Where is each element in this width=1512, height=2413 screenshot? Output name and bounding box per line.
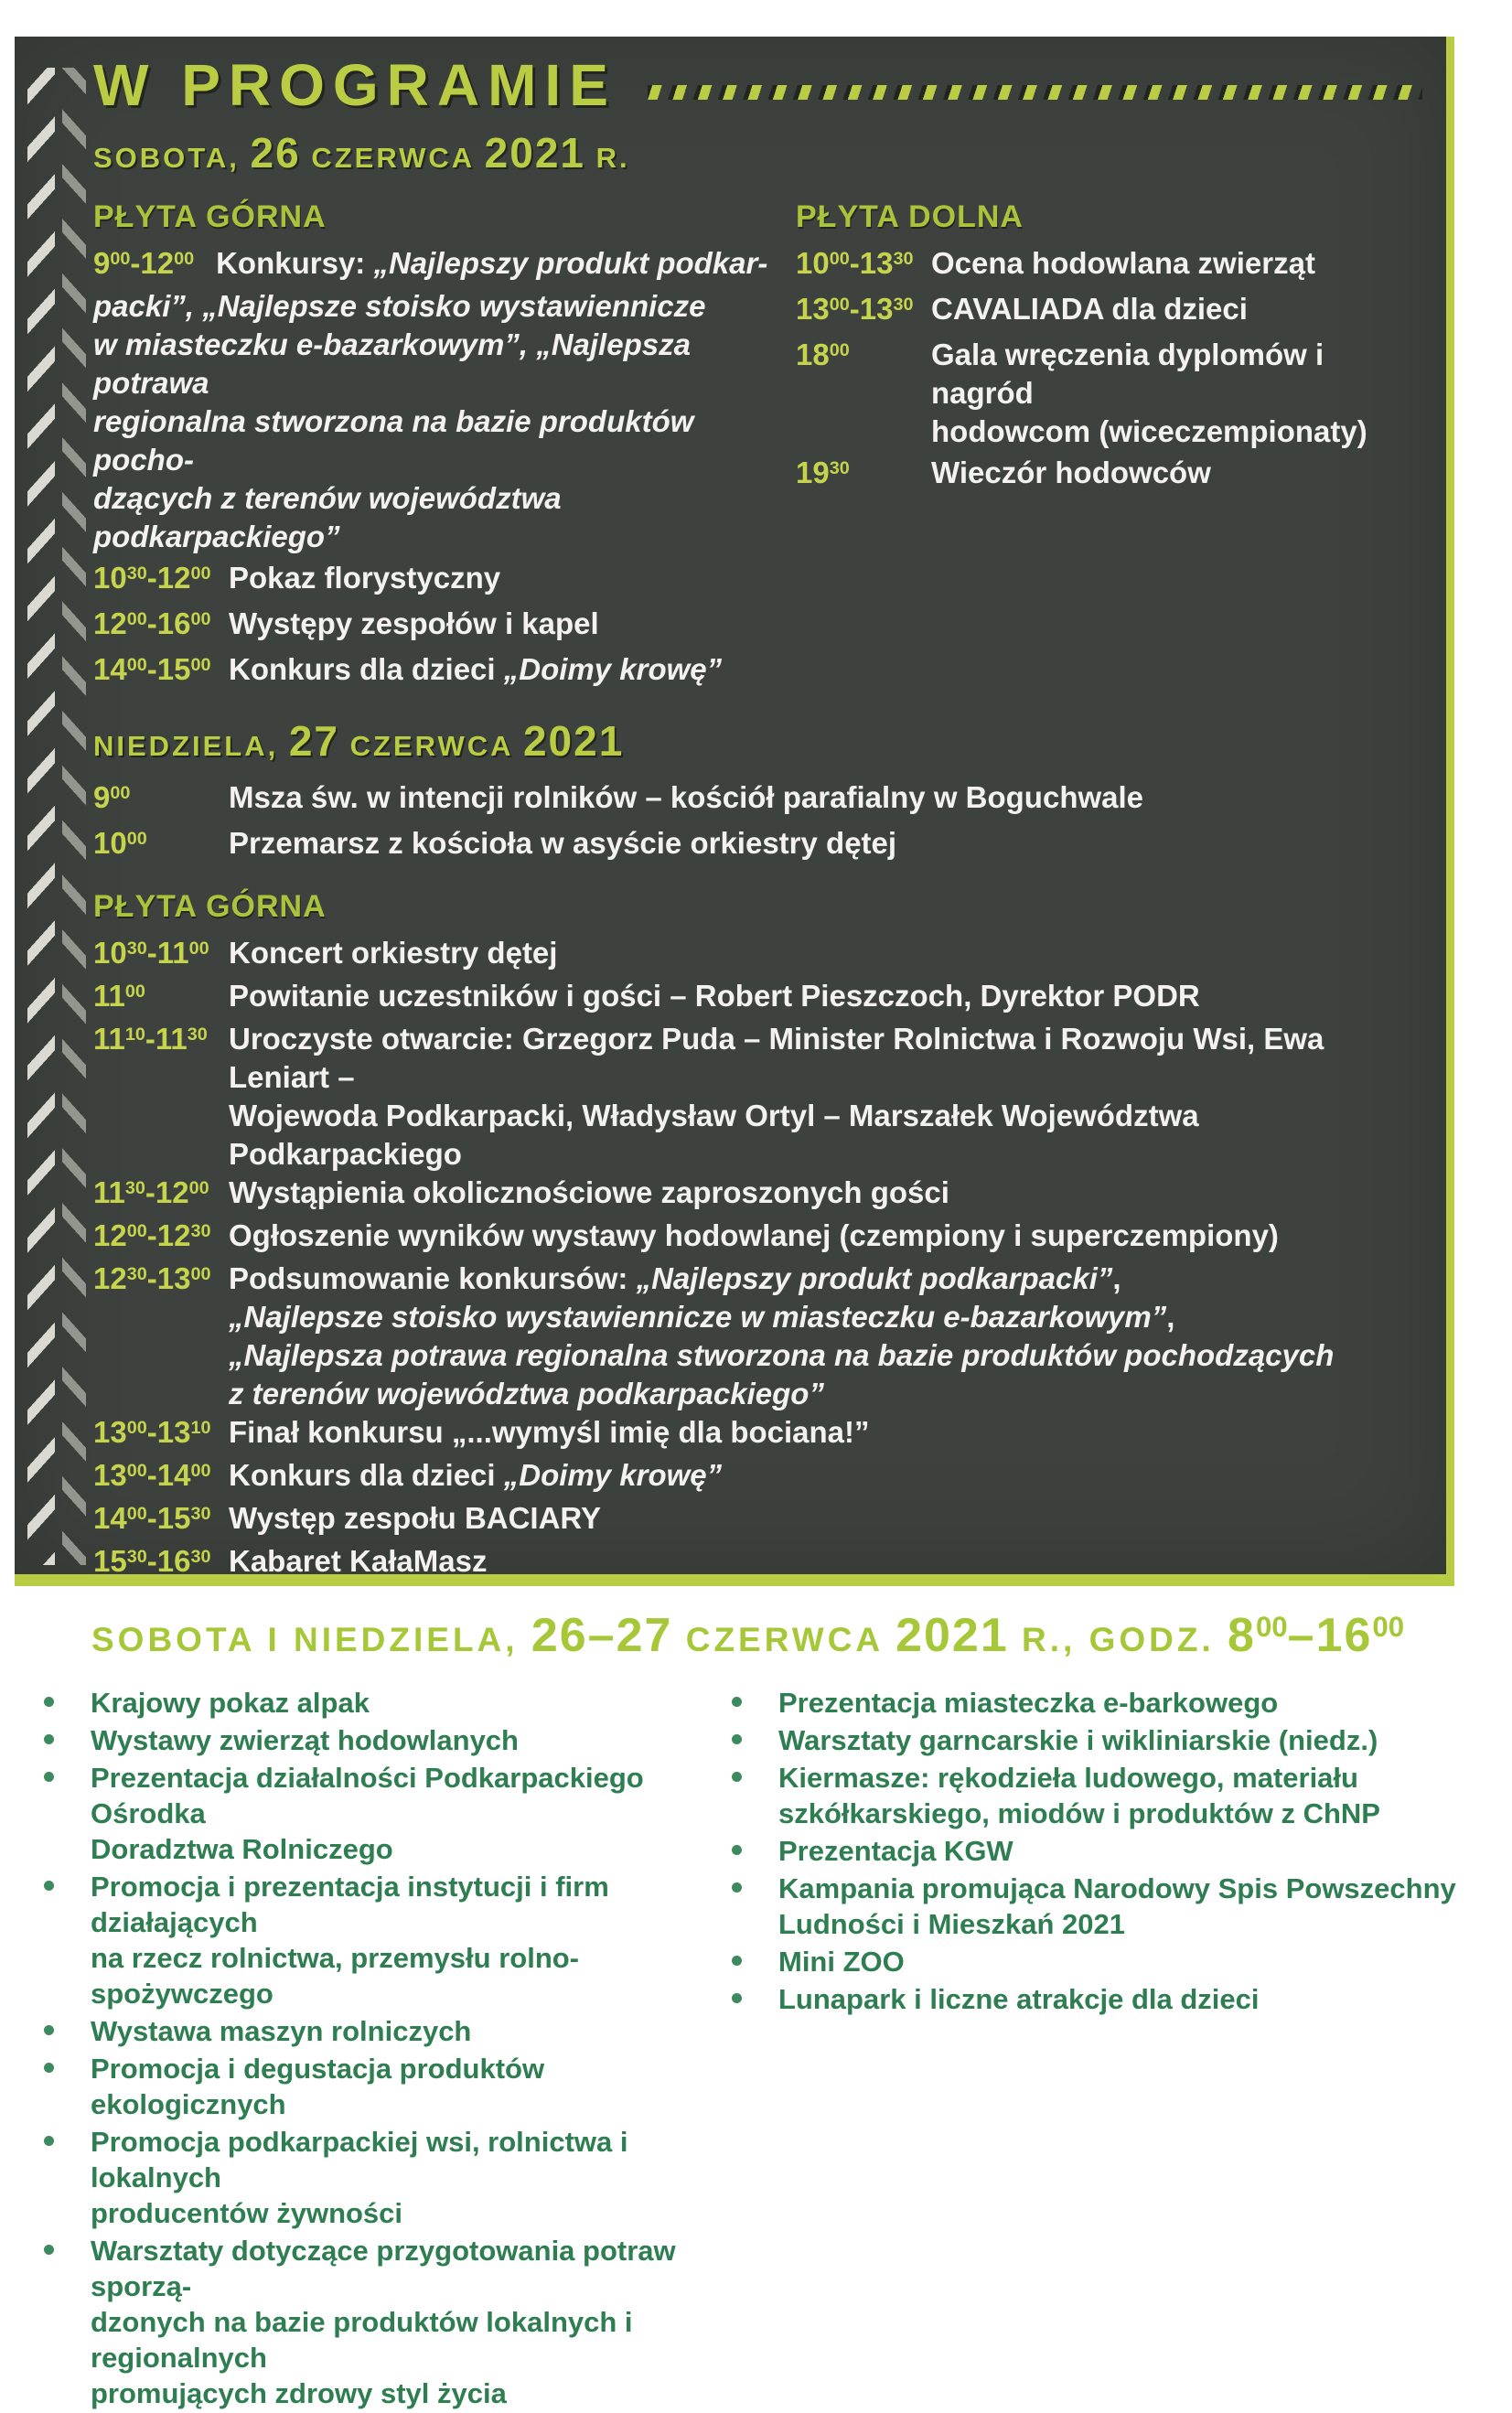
list-item xyxy=(732,1722,1512,1758)
date-part: 2021 xyxy=(895,1609,1009,1662)
attractions-list-left xyxy=(44,1685,732,2413)
time-range: $12^{30}-13^{00}$ xyxy=(93,1261,211,1295)
schedule-row xyxy=(93,650,796,693)
event-text: Przemarsz z kościoła w asyście orkiestry dętej xyxy=(229,826,897,860)
sunday-date-heading xyxy=(93,716,1422,766)
list-item xyxy=(732,1981,1512,2017)
list-item-text: Prezentacja działalności Podkarpackiego Ośrodka Doradztwa Rolniczego xyxy=(91,1762,644,1865)
list-item-text: Lunapark i liczne atrakcje dla dzieci xyxy=(778,1983,1260,2015)
date-part: R. xyxy=(585,142,630,174)
list-item xyxy=(44,1869,732,2011)
attractions-list-right xyxy=(732,1685,1512,2413)
event-text: CAVALIADA dla dzieci xyxy=(931,292,1248,326)
date-part: 26–27 xyxy=(531,1609,673,1662)
event-text: Wieczór hodowców xyxy=(931,456,1211,489)
bullet-icon xyxy=(732,1772,742,1782)
list-item xyxy=(44,2233,732,2411)
schedule-row xyxy=(93,1413,1422,1456)
bullet-icon xyxy=(732,1993,742,2003)
event-text: Występy zespołów i kapel xyxy=(229,606,599,640)
event-text: Ogłoszenie wyników wystawy hodowlanej (czempiony i superczempiony) xyxy=(229,1218,1279,1252)
time-range: $9^{00}-12^{00}$ xyxy=(93,246,195,280)
event-text: Msza św. w intencji rolników – kościół parafialny w Boguchwale xyxy=(229,780,1144,814)
attractions-columns xyxy=(44,1685,1512,2413)
schedule-row xyxy=(93,824,1422,867)
date-part: NIEDZIELA, xyxy=(93,730,289,762)
bullet-icon xyxy=(44,2025,54,2035)
date-part: 26 xyxy=(250,129,301,177)
weekend-attractions-section xyxy=(0,1608,1512,2413)
schedule-row xyxy=(796,336,1422,451)
schedule-row xyxy=(93,1542,1422,1585)
date-part: SOBOTA I NIEDZIELA, xyxy=(91,1621,531,1658)
time-range: $15^{30}-16^{30}$ xyxy=(93,1544,211,1578)
time-range: $13^{00}-13^{30}$ xyxy=(796,292,914,326)
date-part: 2021 xyxy=(522,717,625,765)
list-item-text: Krajowy pokaz alpak xyxy=(91,1687,370,1719)
section-heading-plyta-gorna: PŁYTA GÓRNA xyxy=(93,889,327,924)
time-range: $14^{00}-15^{30}$ xyxy=(93,1501,211,1535)
page-title: W PROGRAMIE xyxy=(93,52,617,118)
list-item-text: Prezentacja miasteczka e-barkowego xyxy=(778,1687,1279,1719)
event-text: Pokaz florystyczny xyxy=(229,561,501,595)
list-item-text: Kampania promująca Narodowy Spis Powszechny Ludności i Mieszkań 2021 xyxy=(778,1872,1456,1940)
saturday-plyta-gorna-column xyxy=(93,177,796,696)
time-range: $14^{00}-15^{00}$ xyxy=(93,652,211,686)
weekend-heading xyxy=(91,1608,1512,1663)
list-item xyxy=(44,2124,732,2231)
schedule-row xyxy=(796,454,1422,497)
event-text: Gala wręczenia dyplomów i nagród hodowcom (wiceczempionaty) xyxy=(931,338,1367,448)
list-item xyxy=(732,1760,1512,1831)
list-item xyxy=(44,2013,732,2049)
list-item-text: Mini ZOO xyxy=(778,1946,905,1978)
saturday-columns xyxy=(93,177,1422,696)
sunday-gorna-schedule xyxy=(93,934,1422,1585)
list-item xyxy=(732,1871,1512,1942)
time-range: $18^{00}$ xyxy=(796,338,850,371)
time-range: $12^{00}-12^{30}$ xyxy=(93,1218,211,1252)
bullet-icon xyxy=(732,1734,742,1744)
schedule-row xyxy=(93,1499,1422,1542)
time-range: $10^{00}-13^{30}$ xyxy=(796,246,914,280)
time-range: $10^{00}$ xyxy=(93,826,147,860)
schedule-row xyxy=(796,290,1422,333)
sunday-general-schedule xyxy=(93,778,1422,867)
schedule-row xyxy=(93,1260,1422,1413)
date-part: CZERWCA xyxy=(300,142,485,174)
date-part: 27 xyxy=(288,717,340,765)
time-range: $11^{10}-11^{30}$ xyxy=(93,1022,208,1056)
bullet-icon xyxy=(732,1882,742,1893)
bullet-icon xyxy=(732,1845,742,1855)
event-text: Kabaret KałaMasz xyxy=(229,1544,488,1578)
list-item xyxy=(732,1833,1512,1869)
list-item-text: Promocja i degustacja produktów ekologicznych xyxy=(91,2053,545,2120)
list-item-text: Warsztaty garncarskie i wikliniarskie (niedz.) xyxy=(778,1724,1378,1756)
time-range: $12^{00}-16^{00}$ xyxy=(93,606,211,640)
event-text: Podsumowanie konkursów: „Najlepszy produkt podkarpacki”, „Najlepsze stoisko wystawiennicze w miasteczku e-bazarkowym”, „Najlepsza potrawa regionalna stworzona na bazie produktów pochodzących z terenów województwa podkarpackiego” xyxy=(229,1261,1335,1410)
list-item xyxy=(44,1685,732,1721)
event-text: Konkursy: „Najlepszy produkt podkar- packi”, „Najlepsze stoisko wystawiennicze w miasteczku e-bazarkowym”, „Najlepsza potrawa regionalna stworzona na bazie produktów pocho- dzących z terenów województwa podkarpackiego” xyxy=(93,246,768,553)
chevron-divider-icon xyxy=(648,85,1422,100)
list-item xyxy=(732,1944,1512,1979)
saturday-gorna-schedule xyxy=(93,244,796,693)
bullet-icon xyxy=(44,2063,54,2073)
bullet-icon xyxy=(44,1772,54,1782)
schedule-row xyxy=(796,244,1422,287)
saturday-date-heading xyxy=(93,128,1422,177)
list-item-text: Promocja i prezentacja instytucji i firm działających na rzecz rolnictwa, przemysłu rolno-spożywczego xyxy=(91,1871,609,2010)
time-range: $10^{30}-12^{00}$ xyxy=(93,561,211,595)
event-text: Uroczyste otwarcie: Grzegorz Puda – Minister Rolnictwa i Rozwoju Wsi, Ewa Leniart – Wojewoda Podkarpacki, Władysław Ortyl – Marszałek Województwa Podkarpackiego xyxy=(229,1022,1324,1171)
bullet-icon xyxy=(44,1734,54,1744)
schedule-row xyxy=(93,1217,1422,1260)
date-part: 2021 xyxy=(484,129,585,177)
saturday-dolna-schedule xyxy=(796,244,1422,497)
event-text: Występ zespołu BACIARY xyxy=(229,1501,602,1535)
schedule-row xyxy=(93,934,1422,977)
list-item-text: Warsztaty dotyczące przygotowania potraw sporzą- dzonych na bazie produktów lokalnych i regionalnych promujących zdrowy styl życia xyxy=(91,2235,676,2409)
list-item xyxy=(44,1760,732,1867)
event-text: Konkurs dla dzieci „Doimy krowę” xyxy=(229,1458,723,1492)
time-range: $10^{30}-11^{00}$ xyxy=(93,936,209,970)
section-heading-plyta-gorna: PŁYTA GÓRNA xyxy=(93,199,327,234)
time-range: $13^{00}-13^{10}$ xyxy=(93,1415,211,1449)
date-part: R., GODZ. xyxy=(1008,1621,1228,1658)
bullet-icon xyxy=(44,1697,54,1707)
time-range: $13^{00}-14^{00}$ xyxy=(93,1458,211,1492)
time-range: $19^{30}$ xyxy=(796,456,850,489)
list-item-text: Prezentacja KGW xyxy=(778,1835,1013,1867)
schedule-row xyxy=(93,778,1422,821)
time-range: $11^{30}-12^{00}$ xyxy=(93,1175,209,1209)
time-range: $9^{00}$ xyxy=(93,780,131,814)
event-text: Konkurs dla dzieci „Doimy krowę” xyxy=(229,652,723,686)
event-text: Powitanie uczestników i gości – Robert Pieszczoch, Dyrektor PODR xyxy=(229,979,1200,1013)
list-item-text: Wystawa maszyn rolniczych xyxy=(91,2015,472,2047)
schedule-row xyxy=(93,977,1422,1020)
list-item-text: Promocja podkarpackiej wsi, rolnictwa i lokalnych producentów żywności xyxy=(91,2126,628,2229)
time-range: $11^{00}$ xyxy=(93,979,145,1013)
bullet-icon xyxy=(44,2245,54,2255)
date-part: CZERWCA xyxy=(672,1621,896,1658)
schedule-row xyxy=(93,559,796,602)
list-item-text: Kiermasze: rękodzieła ludowego, materiału szkółkarskiego, miodów i produktów z ChNP xyxy=(778,1762,1380,1829)
event-text: Finał konkursu „...wymyśl imię dla bociana!” xyxy=(229,1415,870,1449)
schedule-row xyxy=(93,1020,1422,1174)
event-text: Ocena hodowlana zwierząt xyxy=(931,246,1315,280)
list-item xyxy=(44,2051,732,2122)
list-item-text: Wystawy zwierząt hodowlanych xyxy=(91,1724,519,1756)
section-heading-plyta-dolna: PŁYTA DOLNA xyxy=(796,199,1024,234)
event-text: Koncert orkiestry dętej xyxy=(229,936,558,970)
schedule-row xyxy=(93,1456,1422,1499)
schedule-row xyxy=(93,244,796,556)
bullet-icon xyxy=(732,1697,742,1707)
list-item xyxy=(44,1722,732,1758)
list-item xyxy=(732,1685,1512,1721)
date-part: SOBOTA, xyxy=(93,142,251,174)
event-text: Wystąpienia okolicznościowe zaproszonych gości xyxy=(229,1175,949,1209)
bullet-icon xyxy=(44,1881,54,1891)
bullet-icon xyxy=(732,1956,742,1966)
date-part: CZERWCA xyxy=(339,730,523,762)
date-part: $8^{00}-16^{00}$ xyxy=(1228,1609,1405,1662)
bullet-icon xyxy=(44,2136,54,2146)
schedule-row xyxy=(93,605,796,648)
program-panel xyxy=(15,37,1454,1586)
saturday-plyta-dolna-column xyxy=(796,177,1422,696)
schedule-row xyxy=(93,1174,1422,1217)
